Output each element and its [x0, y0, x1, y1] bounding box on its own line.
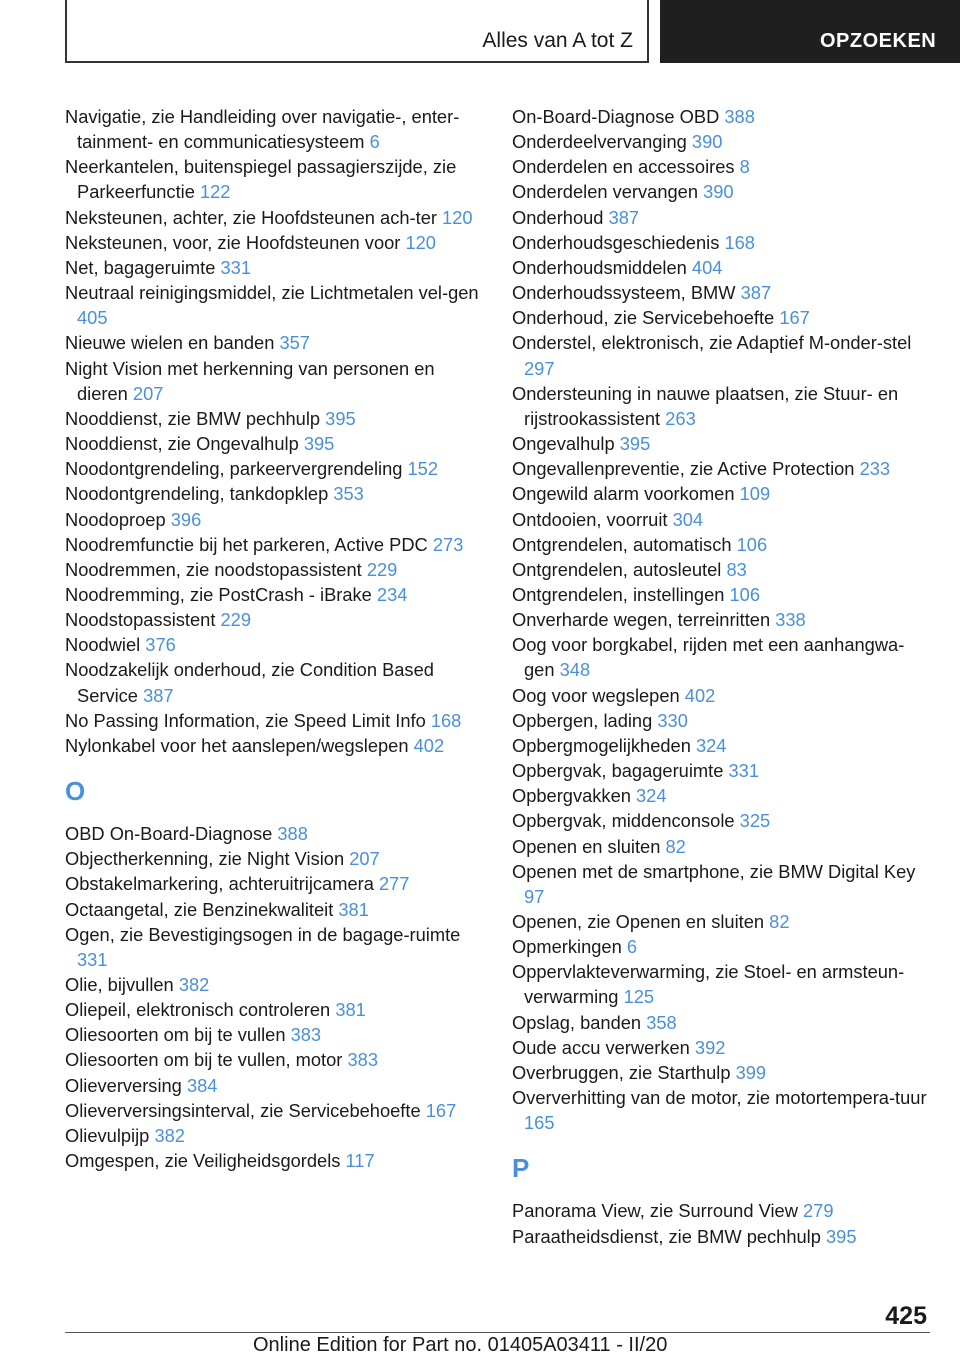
index-entry: [65, 821, 485, 846]
index-entry-term: Oliesoorten om bij te vullen: [65, 1024, 286, 1046]
index-entry: [512, 859, 932, 909]
index-entry-term: Nieuwe wielen en banden: [65, 332, 275, 354]
index-entry-term: Neksteunen, voor, zie Hoofdsteunen voor: [65, 231, 401, 253]
index-entry-page-link[interactable]: 395: [619, 433, 651, 455]
index-entry: [512, 481, 932, 506]
index-entry-term: Opslag, banden: [512, 1011, 642, 1033]
index-entry-page-link[interactable]: 167: [779, 307, 810, 329]
index-entry-page-link[interactable]: 331: [728, 760, 759, 782]
index-entry: [512, 154, 932, 179]
index-entry-term: Onderdelen en accessoires: [512, 156, 735, 178]
index-entry-term: Openen, zie Openen en sluiten: [512, 911, 765, 932]
index-entry-page-link[interactable]: 233: [859, 458, 891, 480]
index-entry-term: Onverharde wegen, terreinritten: [512, 609, 771, 631]
index-entry-page-link[interactable]: 106: [729, 583, 761, 605]
section-heading-o: O: [65, 776, 86, 807]
index-entry: [512, 104, 932, 129]
index-entry-term: Nooddienst, zie BMW pechhulp: [65, 407, 321, 429]
index-entry-term: Oog voor borgkabel, rijden met een aanhangwa-gen: [512, 634, 905, 681]
index-entry-page-link[interactable]: 331: [220, 256, 252, 278]
index-entry-term: Ontgrendelen, instellingen: [512, 583, 725, 605]
index-entry-page-link[interactable]: 168: [724, 231, 755, 253]
index-entry: [512, 330, 932, 380]
index-entry-term: Noodzakelijk onderhoud, zie Condition Based Service: [65, 659, 434, 706]
index-entry-term: Oppervlakteverwarming, zie Stoel- en armsteun-verwarming: [512, 961, 905, 1008]
index-entry-page-link[interactable]: 229: [366, 558, 398, 580]
index-entry-page-link[interactable]: 97: [524, 885, 545, 907]
index-entry-page-link[interactable]: 381: [338, 898, 369, 920]
index-entry: [65, 846, 485, 871]
index-entry-term: Oververhitting van de motor, zie motortempera-tuur: [512, 1087, 927, 1109]
index-entry: [512, 758, 932, 783]
footer-divider: [65, 1332, 930, 1333]
index-entry-term: Overbruggen, zie Starthulp: [512, 1061, 731, 1083]
index-entry-term: Ondersteuning in nauwe plaatsen, zie Stuur- en rijstrookassistent: [512, 382, 899, 429]
footer-edition: Online Edition for Part no. 01405A03411 - II/20: [253, 1334, 668, 1356]
index-entry: [65, 582, 485, 607]
index-entry-page-link[interactable]: 167: [425, 1099, 457, 1121]
lookup-badge-label: OPZOEKEN: [820, 30, 937, 52]
index-list-o: [65, 821, 485, 1173]
index-entry-term: Oliesoorten om bij te vullen, motor: [65, 1049, 343, 1071]
index-entry: [65, 532, 485, 557]
index-entry-page-link[interactable]: 395: [325, 407, 356, 429]
index-entry-term: Omgespen, zie Veiligheidsgordels: [65, 1150, 341, 1172]
index-entry-page-link[interactable]: 399: [735, 1061, 767, 1083]
index-entry-term: Nylonkabel voor het aanslepen/wegslepen: [65, 734, 409, 756]
index-entry-term: Onderhoud: [512, 206, 604, 228]
index-entry-term: Olievulpijp: [65, 1124, 150, 1146]
index-entry: [65, 104, 485, 154]
index-entry: [512, 381, 932, 431]
index-entry-term: Noodontgrendeling, tankdopklep: [65, 483, 329, 505]
index-entry-page-link[interactable]: 263: [665, 407, 696, 429]
index-entry-page-link[interactable]: 357: [279, 332, 310, 354]
index-entry: [65, 456, 485, 481]
index-entry-term: Openen en sluiten: [512, 835, 661, 857]
index-entry-term: Ontgrendelen, autosleutel: [512, 558, 722, 580]
index-entry-page-link[interactable]: 6: [369, 131, 380, 153]
index-entry: [65, 557, 485, 582]
index-entry: [65, 972, 485, 997]
index-entry: [512, 255, 932, 280]
index-entry: [512, 632, 932, 682]
index-entry: [512, 1060, 932, 1085]
index-entry: [512, 507, 932, 532]
index-entry-page-link[interactable]: 358: [646, 1011, 677, 1033]
index-entry-page-link[interactable]: 402: [413, 734, 445, 756]
index-entry: [65, 897, 485, 922]
index-entry: [65, 1022, 485, 1047]
index-entry-term: Onderhoudsgeschiedenis: [512, 231, 720, 253]
index-entry-term: Oude accu verwerken: [512, 1036, 690, 1058]
index-entry-page-link[interactable]: 117: [345, 1150, 375, 1172]
index-entry: [65, 255, 485, 280]
index-entry: [512, 834, 932, 859]
index-entry-page-link[interactable]: 279: [803, 1200, 834, 1222]
index-entry-page-link[interactable]: 330: [657, 709, 688, 731]
index-entry-term: Ontdooien, voorruit: [512, 508, 668, 530]
index-entry-term: Onderhoud, zie Servicebehoefte: [512, 307, 775, 329]
index-entry-page-link[interactable]: 338: [775, 609, 806, 631]
index-entry-term: Paraatheidsdienst, zie BMW pechhulp: [512, 1225, 821, 1247]
index-entry: [512, 230, 932, 255]
index-entry: [512, 909, 932, 934]
index-entry: [512, 205, 932, 230]
index-entry-page-link[interactable]: 405: [77, 307, 108, 329]
index-entry-term: Opbergvakken: [512, 785, 631, 807]
index-entry-page-link[interactable]: 304: [672, 508, 704, 530]
index-entry-term: Ongevallenpreventie, zie Active Protection: [512, 458, 855, 480]
index-entry-page-link[interactable]: 120: [442, 206, 473, 228]
index-entry-page-link[interactable]: 331: [77, 948, 108, 970]
index-entry: [65, 871, 485, 896]
index-entry-page-link[interactable]: 109: [739, 483, 771, 505]
index-entry-term: Ongewild alarm voorkomen: [512, 483, 735, 505]
index-entry: [512, 1035, 932, 1060]
index-entry-page-link[interactable]: 395: [303, 433, 335, 455]
index-entry-page-link[interactable]: 324: [695, 734, 727, 756]
index-entry-page-link[interactable]: 277: [378, 873, 410, 895]
index-entry-page-link[interactable]: 387: [608, 206, 640, 228]
index-entry: [65, 607, 485, 632]
index-entry-term: Neutraal reinigingsmiddel, zie Lichtmetalen vel-gen: [65, 282, 479, 304]
index-entry: [65, 1098, 485, 1123]
index-entry-page-link[interactable]: 382: [154, 1124, 185, 1146]
index-entry: [512, 733, 932, 758]
index-entry-page-link[interactable]: 387: [143, 684, 174, 706]
index-entry-term: Noodwiel: [65, 634, 141, 656]
page-number: 425: [885, 1302, 927, 1330]
index-column-right: [512, 104, 932, 1249]
index-entry-page-link[interactable]: 207: [349, 848, 380, 870]
index-entry-term: Olie, bijvullen: [65, 974, 174, 995]
index-entry-page-link[interactable]: 82: [769, 911, 790, 932]
index-list-p: [512, 1198, 932, 1248]
index-entry: [512, 456, 932, 481]
index-entry: [512, 1010, 932, 1035]
index-entry-page-link[interactable]: 353: [333, 483, 364, 505]
index-entry: [512, 1198, 932, 1223]
index-entry: [512, 305, 932, 330]
index-entry-term: Navigatie, zie Handleiding over navigatie-, enter-tainment- en communicatiesysteem: [65, 106, 460, 153]
index-entry-page-link[interactable]: 125: [623, 986, 655, 1008]
index-entry-term: Onderhoudsmiddelen: [512, 256, 687, 278]
index-column-left: [65, 104, 485, 1173]
index-list-n: [65, 104, 485, 758]
index-entry-term: Neerkantelen, buitenspiegel passagierszijde, zie Parkeerfunctie: [65, 156, 457, 203]
index-entry: [65, 657, 485, 707]
index-entry: [65, 481, 485, 506]
index-entry-page-link[interactable]: 152: [407, 458, 439, 480]
index-entry: [65, 205, 485, 230]
index-entry-term: No Passing Information, zie Speed Limit Info: [65, 709, 426, 731]
index-entry-term: Opbergen, lading: [512, 709, 653, 731]
index-entry: [65, 632, 485, 657]
index-entry-page-link[interactable]: 387: [740, 282, 772, 304]
index-entry-term: Noodremming, zie PostCrash - iBrake: [65, 583, 372, 605]
index-entry-page-link[interactable]: 83: [726, 558, 747, 580]
index-entry-page-link[interactable]: 402: [684, 684, 716, 706]
index-entry-term: Olieverversing: [65, 1074, 182, 1096]
index-entry-page-link[interactable]: 383: [347, 1049, 378, 1071]
index-entry: [65, 1148, 485, 1173]
index-entry-page-link[interactable]: 120: [405, 231, 436, 253]
index-entry: [512, 783, 932, 808]
index-entry: [512, 1224, 932, 1249]
index-entry-term: Net, bagageruimte: [65, 256, 216, 278]
index-entry: [65, 154, 485, 204]
index-entry-term: Oog voor wegslepen: [512, 684, 680, 706]
index-entry-page-link[interactable]: 390: [691, 131, 723, 153]
index-entry-page-link[interactable]: 390: [703, 181, 734, 203]
index-entry-page-link[interactable]: 6: [626, 936, 638, 958]
index-entry-term: Night Vision met herkenning van personen en dieren: [65, 357, 435, 404]
index-entry-term: Noodontgrendeling, parkeervergrendeling: [65, 458, 403, 480]
index-entry: [512, 431, 932, 456]
index-entry: [512, 557, 932, 582]
index-entry: [512, 582, 932, 607]
index-entry-term: OBD On-Board-Diagnose: [65, 823, 273, 845]
index-entry-term: Opbergmogelijkheden: [512, 734, 691, 756]
index-entry: [512, 607, 932, 632]
index-entry-page-link[interactable]: 165: [524, 1112, 555, 1134]
index-entry: [65, 356, 485, 406]
index-entry: [65, 230, 485, 255]
index-entry-term: Objectherkenning, zie Night Vision: [65, 848, 345, 870]
index-entry-page-link[interactable]: 122: [199, 181, 231, 203]
index-entry-term: Panorama View, zie Surround View: [512, 1200, 798, 1222]
index-entry: [512, 708, 932, 733]
index-entry: [65, 431, 485, 456]
section-title: Alles van A tot Z: [482, 29, 633, 52]
index-entry-page-link[interactable]: 82: [665, 835, 686, 857]
index-entry-term: Noodremfunctie bij het parkeren, Active PDC: [65, 533, 428, 555]
index-entry-page-link[interactable]: 106: [736, 533, 768, 555]
index-entry: [65, 997, 485, 1022]
index-entry: [65, 406, 485, 431]
index-entry: [512, 934, 932, 959]
index-entry-term: Nooddienst, zie Ongevalhulp: [65, 433, 299, 455]
index-entry-term: Ongevalhulp: [512, 433, 615, 455]
index-entry-page-link[interactable]: 392: [694, 1036, 726, 1058]
index-entry-page-link[interactable]: 234: [376, 583, 408, 605]
index-entry-term: On-Board-Diagnose OBD: [512, 106, 720, 127]
section-heading-p: P: [512, 1153, 530, 1184]
index-entry-page-link[interactable]: 388: [277, 823, 308, 845]
index-entry-term: Ogen, zie Bevestigingsogen in de bagage-ruimte: [65, 923, 461, 945]
index-entry-term: Onderdelen vervangen: [512, 181, 698, 203]
index-entry-term: Neksteunen, achter, zie Hoofdsteunen ach-ter: [65, 206, 437, 228]
index-entry-page-link[interactable]: 324: [636, 785, 667, 807]
index-entry-page-link[interactable]: 404: [691, 256, 723, 278]
index-entry-page-link[interactable]: 325: [739, 810, 771, 832]
index-entry: [65, 708, 485, 733]
index-entry-page-link[interactable]: 273: [432, 533, 464, 555]
index-entry-page-link[interactable]: 395: [826, 1225, 857, 1247]
index-list-o-continued: [512, 104, 932, 1135]
index-entry: [512, 683, 932, 708]
index-entry-term: Noodoproep: [65, 508, 166, 530]
index-entry-page-link[interactable]: 383: [290, 1024, 322, 1046]
index-entry: [65, 280, 485, 330]
index-entry-page-link[interactable]: 384: [186, 1074, 218, 1096]
index-entry: [65, 330, 485, 355]
index-entry-page-link[interactable]: 8: [739, 156, 750, 178]
index-entry-term: Noodremmen, zie noodstopassistent: [65, 558, 362, 580]
index-entry-term: Openen met de smartphone, zie BMW Digital Key: [512, 860, 916, 882]
index-entry-page-link[interactable]: 396: [170, 508, 202, 530]
index-entry-page-link[interactable]: 229: [220, 609, 252, 631]
index-entry-term: Noodstopassistent: [65, 609, 216, 631]
index-entry-page-link[interactable]: 376: [145, 634, 176, 656]
index-entry-term: Onderdeelvervanging: [512, 131, 687, 153]
index-entry-page-link[interactable]: 382: [178, 974, 210, 995]
index-entry-page-link[interactable]: 348: [559, 659, 591, 681]
index-entry: [512, 959, 932, 1009]
index-entry: [512, 129, 932, 154]
index-entry: [512, 280, 932, 305]
index-entry-page-link[interactable]: 388: [724, 106, 755, 127]
index-entry: [512, 808, 932, 833]
index-entry-term: Oliepeil, elektronisch controleren: [65, 999, 331, 1021]
index-entry: [65, 922, 485, 972]
index-entry-term: Obstakelmarkering, achteruitrijcamera: [65, 873, 374, 895]
index-entry-term: Onderhoudssysteem, BMW: [512, 282, 736, 304]
index-entry-term: Opmerkingen: [512, 936, 622, 958]
index-entry-term: Olieverversingsinterval, zie Servicebehoefte: [65, 1099, 421, 1121]
index-entry-page-link[interactable]: 297: [524, 357, 555, 379]
index-entry-term: Ontgrendelen, automatisch: [512, 533, 732, 555]
index-entry-term: Opbergvak, middenconsole: [512, 810, 735, 832]
index-entry: [65, 733, 485, 758]
index-entry: [512, 1085, 932, 1135]
index-entry-page-link[interactable]: 381: [335, 999, 366, 1021]
index-entry: [65, 1047, 485, 1072]
index-entry: [65, 1073, 485, 1098]
lookup-badge: [660, 0, 960, 63]
index-entry: [65, 507, 485, 532]
section-tab: [65, 0, 649, 63]
index-entry: [65, 1123, 485, 1148]
index-entry: [512, 179, 932, 204]
index-entry-page-link[interactable]: 168: [430, 709, 462, 731]
index-entry: [512, 532, 932, 557]
index-entry-term: Octaangetal, zie Benzinekwaliteit: [65, 898, 334, 920]
index-entry-term: Onderstel, elektronisch, zie Adaptief M-onder-stel: [512, 332, 912, 354]
index-entry-page-link[interactable]: 207: [132, 382, 164, 404]
index-entry-term: Opbergvak, bagageruimte: [512, 760, 724, 782]
